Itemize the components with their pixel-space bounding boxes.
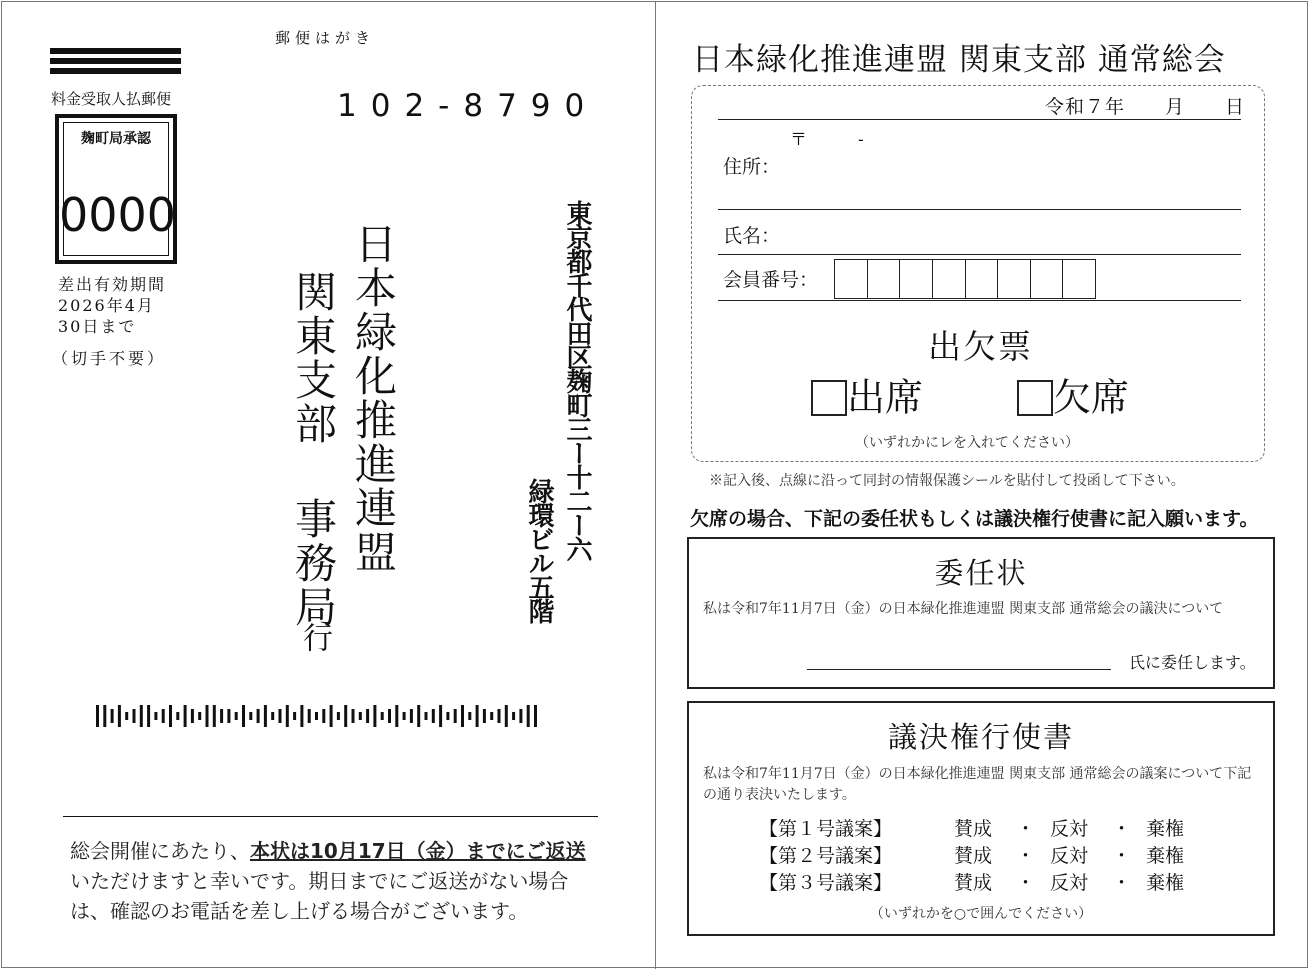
address-rule[interactable] [718, 209, 1241, 210]
barcode-bar [359, 712, 362, 720]
vote-abstain[interactable]: 棄権 [1146, 845, 1185, 867]
barcode-bar [176, 712, 179, 720]
vote-abstain[interactable]: 棄権 [1146, 818, 1185, 840]
barcode-bar [468, 712, 471, 720]
vote-yes[interactable]: 賛成 [954, 845, 993, 867]
member-digit-box[interactable] [835, 260, 868, 298]
notice-body: いただけますと幸いです。期日までにご返送がない場合は、確認のお電話を差し上げる場合がございます。 [70, 869, 569, 923]
vote-separator: ・ [1016, 845, 1036, 867]
attend-label: 出席 [847, 375, 924, 420]
member-digit-box[interactable] [900, 260, 933, 298]
motion-row-3 [759, 870, 1184, 897]
postage-label: 料金受取人払郵便 [51, 90, 172, 108]
approval-stamp [55, 114, 177, 264]
postal-code: 102-8790 [337, 88, 599, 124]
barcode-bar [293, 712, 296, 720]
barcode-bar [111, 709, 114, 723]
member-label: 会員番号： [723, 269, 819, 291]
barcode-bar [519, 709, 522, 723]
barcode-bar [534, 705, 537, 727]
barcode-bar [198, 712, 201, 720]
recipient-suffix: 行 [297, 622, 332, 652]
vote-separator: ・ [1016, 818, 1036, 840]
vote-box [687, 701, 1275, 936]
barcode-bar [498, 709, 501, 723]
barcode-bar [264, 705, 267, 727]
barcode-bar [191, 709, 194, 723]
barcode-bar [279, 709, 282, 723]
barcode-bar [381, 712, 384, 720]
recipient-line-2: 関東支部 事務局 [289, 270, 338, 629]
vote-separator: ・ [1112, 872, 1132, 894]
postal-mark: 〒 - [790, 130, 864, 150]
attend-checkbox[interactable] [811, 380, 847, 416]
barcode-bar [330, 705, 333, 727]
member-digit-box[interactable] [1031, 260, 1064, 298]
barcode-bar [446, 712, 449, 720]
address-line-2: 緑環ビル五階 [524, 478, 554, 622]
member-digit-box[interactable] [1063, 260, 1095, 298]
barcode-bar [308, 709, 311, 723]
absent-option[interactable] [1017, 372, 1129, 420]
absence-instruction: 欠席の場合、下記の委任状もしくは議決権行使書に記入願います。 [690, 508, 1259, 530]
vote-yes[interactable]: 賛成 [954, 872, 993, 894]
date-rule [718, 119, 1241, 120]
barcode-bar [249, 712, 252, 720]
proxy-name-rule[interactable] [807, 669, 1111, 670]
proxy-box [687, 537, 1275, 689]
approval-number: 0000 [59, 188, 177, 242]
recipient-line-1: 日本緑化推進連盟 [349, 222, 398, 574]
barcode-bar [103, 705, 106, 727]
motion-list [759, 816, 1184, 897]
barcode-bar [300, 705, 303, 727]
barcode-bar [410, 709, 413, 723]
barcode-bar [257, 709, 260, 723]
vote-separator: ・ [1112, 818, 1132, 840]
member-number-boxes[interactable] [834, 259, 1096, 299]
notice-deadline-end: 送 [565, 839, 586, 863]
barcode-bar [162, 709, 165, 723]
barcode-bar [461, 705, 464, 727]
address-line-1: 東京都千代田区麹町三ー十二ー六 [562, 200, 592, 560]
attendance-note: （いずれかにレを入れてください） [855, 435, 1079, 451]
barcode-bar [242, 705, 245, 727]
barcode-bar [403, 712, 406, 720]
barcode-bar [417, 705, 420, 727]
barcode-bar [490, 712, 493, 720]
motion-label: 【第３号議案】 [759, 872, 893, 894]
member-digit-box[interactable] [868, 260, 901, 298]
proxy-suffix: 氏に委任します。 [1129, 653, 1256, 672]
form-title: 日本緑化推進連盟 関東支部 通常総会 [692, 42, 1226, 78]
absent-label: 欠席 [1053, 375, 1130, 420]
barcode-bar [118, 705, 121, 727]
barcode-bar [271, 712, 274, 720]
barcode-bar [96, 705, 99, 727]
barcode-bar [315, 712, 318, 720]
barcode-bar [454, 709, 457, 723]
return-notice [70, 836, 595, 926]
barcode-bar [125, 712, 128, 720]
vote-separator: ・ [1112, 845, 1132, 867]
absent-checkbox[interactable] [1017, 380, 1053, 416]
notice-rule [63, 816, 598, 817]
barcode-bar [154, 712, 157, 720]
barcode-bar [395, 705, 398, 727]
member-digit-box[interactable] [933, 260, 966, 298]
barcode-graphic [96, 705, 546, 727]
barcode-bar [213, 705, 216, 727]
notice-deadline: 本状は10月17日（金）までにご返 [250, 839, 566, 863]
barcode-bar [352, 709, 355, 723]
motion-row-2 [759, 843, 1184, 870]
barcode-bar [483, 709, 486, 723]
proxy-title: 委任状 [934, 556, 1028, 590]
customer-barcode [96, 705, 546, 727]
barcode-bar [373, 705, 376, 727]
postage-bars [50, 48, 181, 78]
member-rule [718, 300, 1241, 301]
stamp-not-required: （切手不要） [52, 349, 167, 368]
vote-abstain[interactable]: 棄権 [1146, 872, 1185, 894]
barcode-bar [439, 705, 442, 727]
barcode-bar [227, 709, 230, 723]
barcode-bar [169, 705, 172, 727]
motion-row-1 [759, 816, 1184, 843]
motion-label: 【第１号議案】 [759, 818, 893, 840]
validity-period [58, 274, 166, 337]
barcode-bar [220, 709, 223, 723]
date-line: 令和７年 月 日 [1045, 96, 1246, 118]
vote-text: 私は令和7年11月7日（金）の日本緑化推進連盟 関東支部 通常総会の議案について下記の通り表決いたします。 [703, 766, 1252, 803]
name-rule[interactable] [718, 254, 1241, 255]
validity-line-3: 30日まで [58, 317, 137, 336]
barcode-bar [147, 705, 150, 727]
attendance-title: 出欠票 [928, 327, 1033, 366]
barcode-bar [235, 712, 238, 720]
barcode-bar [140, 705, 143, 727]
vote-note: （いずれかを○で囲んでください） [869, 906, 1093, 922]
barcode-bar [344, 705, 347, 727]
barcode-bar [512, 712, 515, 720]
validity-line-1: 差出有効期間 [58, 275, 167, 294]
postcard-header: 郵便はがき [275, 29, 376, 47]
validity-line-2: 2026年4月 [58, 296, 155, 315]
vote-title: 議決権行使書 [887, 720, 1074, 754]
barcode-bar [337, 712, 340, 720]
barcode-bar [366, 709, 369, 723]
vote-no[interactable]: 反対 [1050, 818, 1089, 840]
vote-no[interactable]: 反対 [1050, 872, 1089, 894]
barcode-bar [476, 705, 479, 727]
approval-office: 麹町局承認 [81, 131, 151, 147]
address-label: 住所： [723, 156, 781, 178]
barcode-bar [184, 705, 187, 727]
barcode-bar [286, 705, 289, 727]
motion-label: 【第２号議案】 [759, 845, 893, 867]
member-digit-box[interactable] [998, 260, 1031, 298]
vote-separator: ・ [1016, 872, 1036, 894]
barcode-bar [388, 709, 391, 723]
notice-intro: 総会開催にあたり、 [70, 839, 250, 863]
barcode-bar [425, 712, 428, 720]
barcode-bar [505, 705, 508, 727]
name-label: 氏名： [723, 225, 781, 247]
barcode-bar [322, 709, 325, 723]
vote-no[interactable]: 反対 [1050, 845, 1089, 867]
seal-note: ※記入後、点線に沿って同封の情報保護シールを貼付して投函して下さい。 [709, 473, 1185, 489]
barcode-bar [527, 705, 530, 727]
barcode-bar [133, 709, 136, 723]
attend-option[interactable] [811, 372, 923, 420]
barcode-bar [206, 705, 209, 727]
barcode-bar [432, 709, 435, 723]
vote-yes[interactable]: 賛成 [954, 818, 993, 840]
member-digit-box[interactable] [966, 260, 999, 298]
fold-divider [655, 1, 656, 969]
proxy-text: 私は令和7年11月7日（金）の日本緑化推進連盟 関東支部 通常総会の議決について [703, 601, 1224, 617]
